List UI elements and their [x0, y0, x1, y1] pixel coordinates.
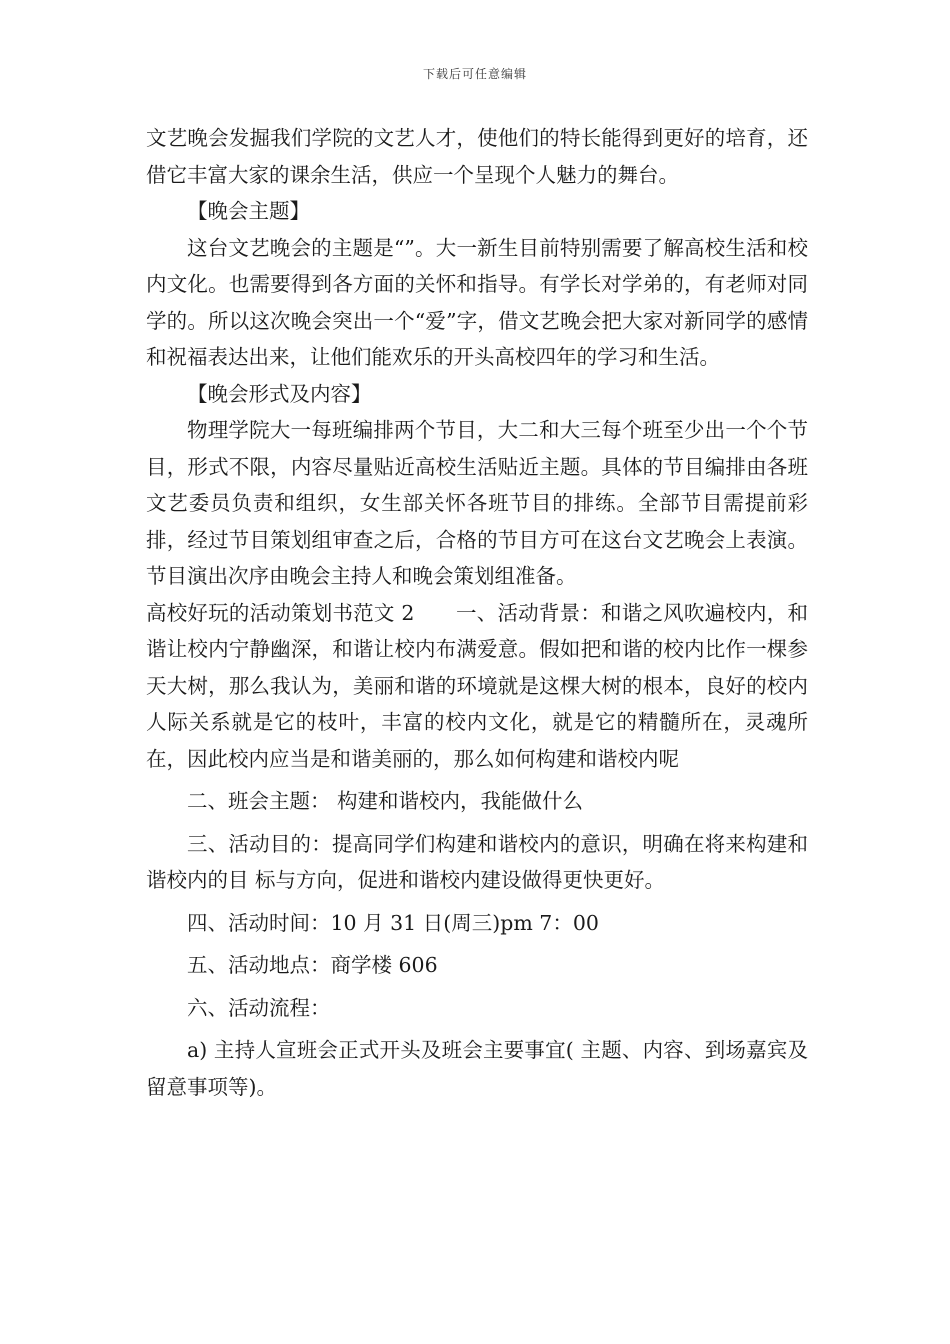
paragraph-theme: 这台文艺晚会的主题是“”。大一新生目前特别需要了解高校生活和校内文化。也需要得到各方面的关怀和指导。有学长对学弟的，有老师对同学的。所以这次晚会突出一个“爱”字，借文艺晚会把大家对新同学的感情和祝福表达出来，让他们能欢乐的开头高校四年的学习和生活。 — [146, 235, 808, 369]
paragraph-location: 五、活动地点：商学楼 606 — [187, 953, 438, 977]
paragraph-intro: 文艺晚会发掘我们学院的文艺人才，使他们的特长能得到更好的培育，还借它丰富大家的课余生活，供应一个呈现个人魅力的舞台。 — [146, 126, 808, 187]
paragraph-purpose: 三、活动目的：提高同学们构建和谐校内的意识，明确在将来构建和谐校内的目 标与方向，促进和谐校内建设做得更快更好。 — [146, 831, 808, 892]
paragraph-process: 六、活动流程： — [187, 995, 331, 1020]
document-body — [146, 120, 808, 1105]
paragraph-time: 四、活动时间：10 月 31 日(周三)pm 7：00 — [187, 910, 599, 935]
header-note: 下载后可任意编辑 — [422, 67, 527, 81]
paragraph-background: 高校好玩的活动策划书范文 2 一、活动背景：和谐之风吹遍校内，和谐让校内宁静幽深，和谐让校内布满爱意。假如把和谐的校内比作一棵参天大树，那么我认为，美丽和谐的环境就是这棵大树的根本，良好的校内人际关系就是它的枝叶，丰富的校内文化，就是它的精髓所在，灵魂所在，因此校内应当是和谐美丽的，那么如何构建和谐校内呢 — [146, 600, 808, 771]
paragraph-meeting-theme: 二、班会主题： 构建和谐校内，我能做什么 — [187, 789, 584, 813]
section-heading-format: 【晚会形式及内容】 — [187, 381, 372, 406]
paragraph-format: 物理学院大一每班编排两个节目，大二和大三每个班至少出一个个节目，形式不限，内容尽量贴近高校生活贴近主题。具体的节目编排由各班文艺委员负责和组织，女生部关怀各班节目的排练。全部节目需提前彩排，经过节目策划组审查之后，合格的节目方可在这台文艺晚会上表演。节目演出次序由晚会主持人和晚会策划组准备。 — [146, 418, 808, 588]
section-heading-theme: 【晚会主题】 — [187, 199, 310, 223]
paragraph-step-a: a) 主持人宣班会正式开头及班会主要事宜( 主题、内容、到场嘉宾及留意事项等)。 — [146, 1038, 808, 1099]
